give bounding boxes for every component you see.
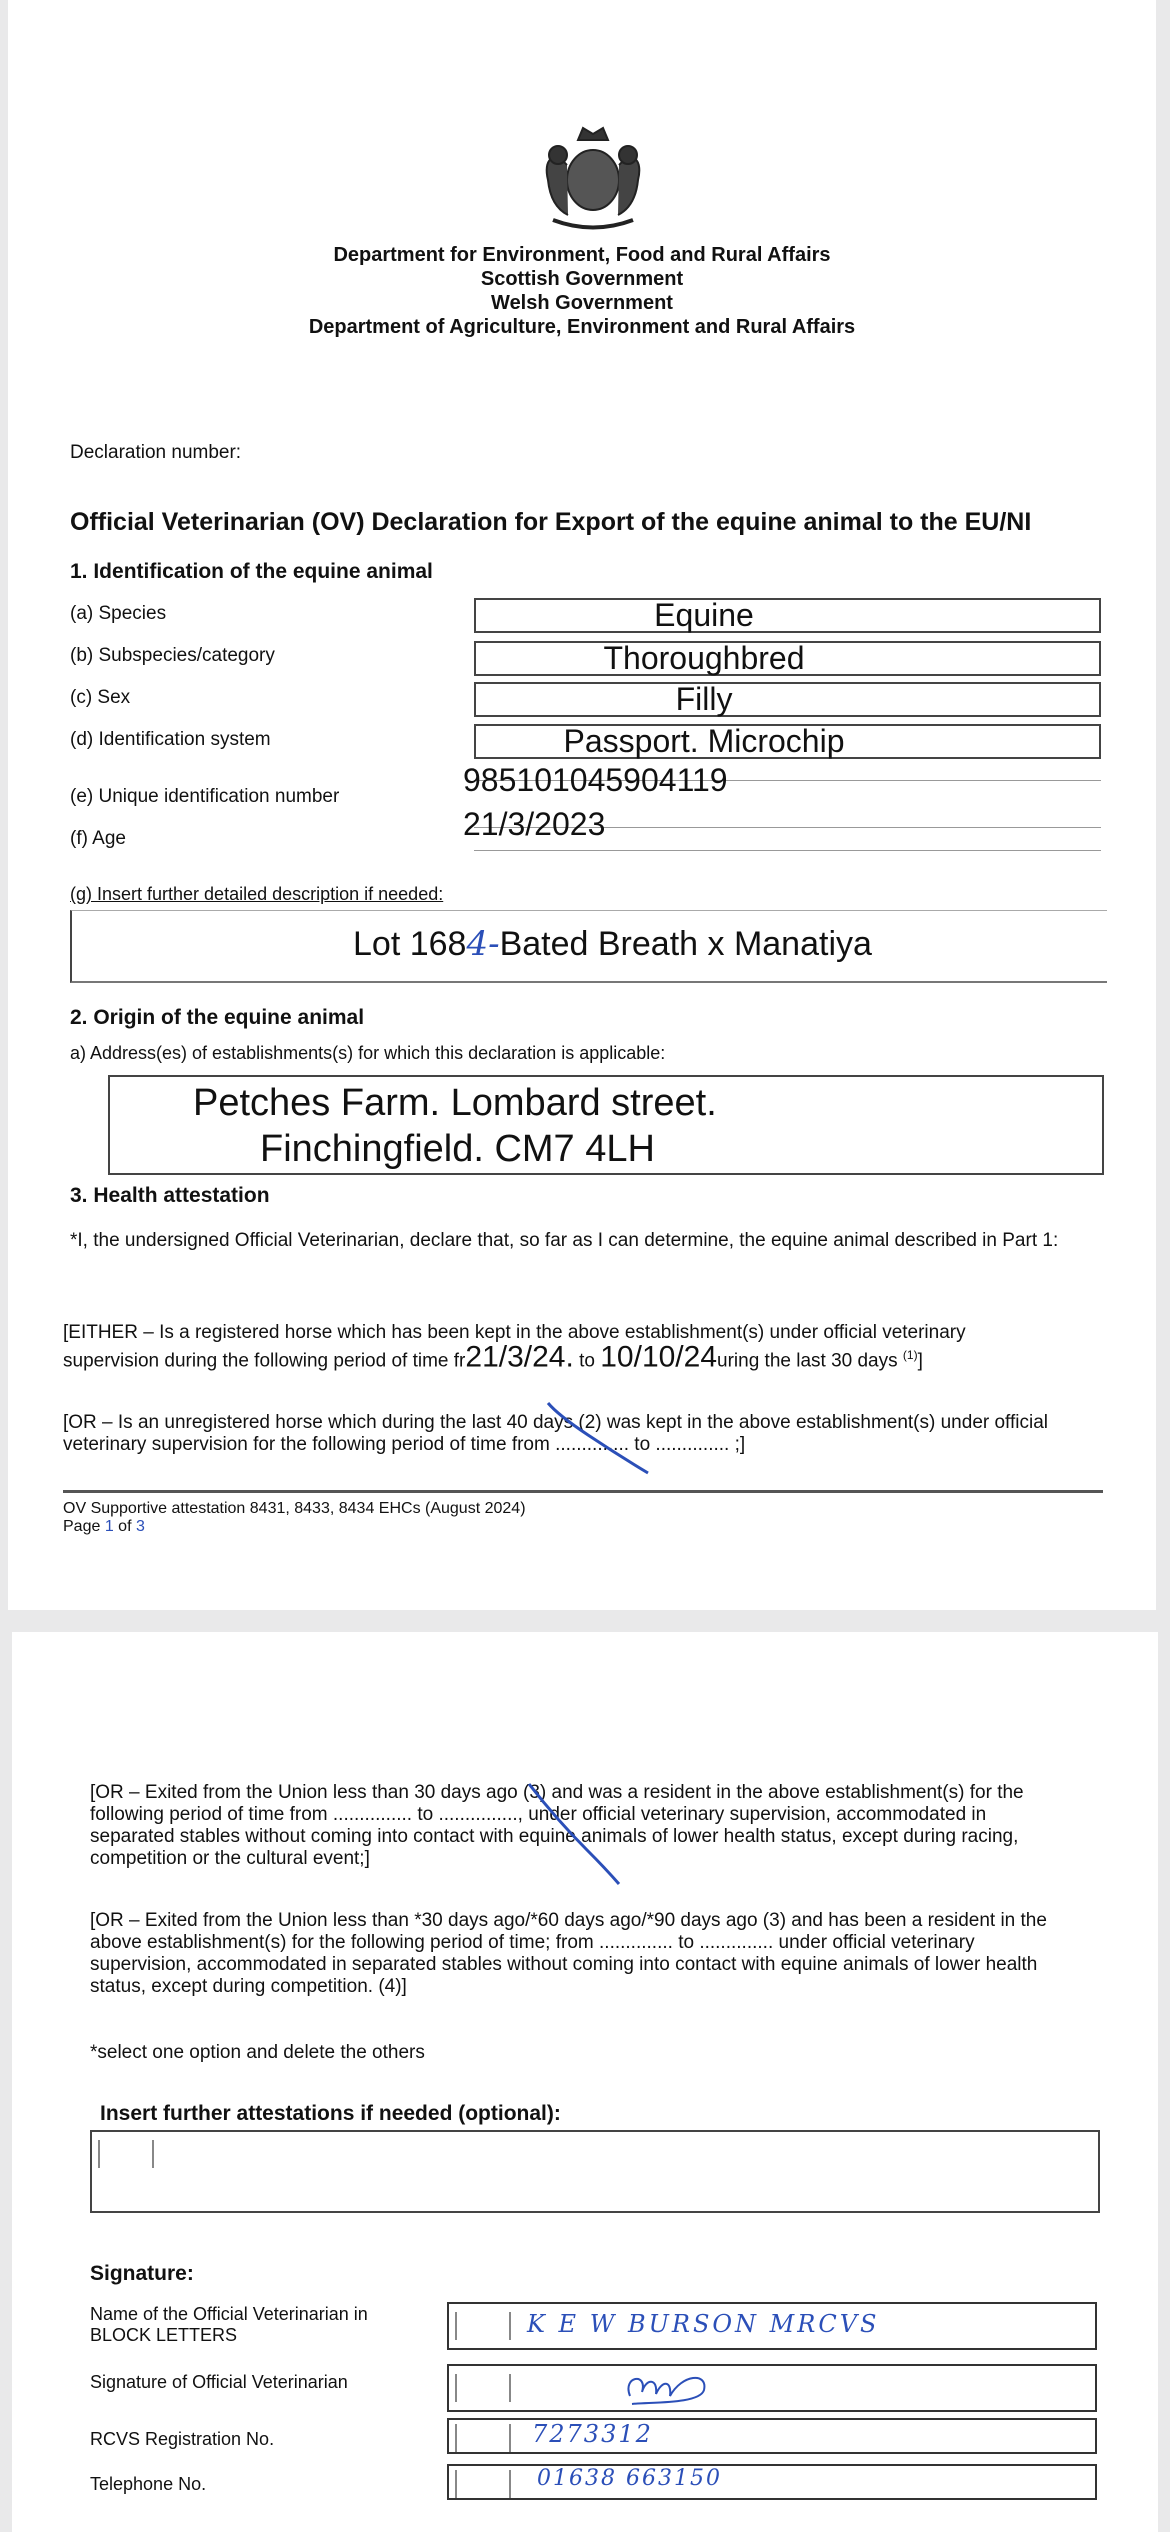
either-close-bracket: ] bbox=[917, 1350, 923, 1372]
lot-number-text: Lot 168 bbox=[353, 925, 467, 963]
sex-value: Filly bbox=[675, 681, 733, 717]
uin-label: (e) Unique identification number bbox=[70, 786, 340, 807]
species-value: Equine bbox=[654, 597, 754, 633]
section-2-sublabel: a) Address(es) of establishments(s) for which this declaration is applicable: bbox=[70, 1043, 666, 1063]
subspecies-label: (b) Subspecies/category bbox=[70, 645, 275, 666]
or-unregistered-line-2: veterinary supervision for the following period of time from .............. to .............. ;] bbox=[63, 1434, 746, 1455]
signature-heading: Signature: bbox=[90, 2262, 194, 2285]
sex-label: (c) Sex bbox=[70, 687, 131, 708]
either-period-text: supervision during the following period of time fr bbox=[63, 1350, 466, 1372]
address-line-2: Finchingfield. CM7 4LH bbox=[260, 1128, 655, 1170]
or-exited-30-60-90-days bbox=[90, 1910, 1120, 1998]
health-attestation-intro: *I, the undersigned Official Veterinarian, declare that, so far as I can determine, the equine animal described in Part 1: bbox=[70, 1230, 1059, 1251]
or-exited-30-line-3: separated stables without coming into contact with equine animals of lower health status, except during racing, bbox=[90, 1826, 1019, 1847]
or-exited-var-line-2: above establishment(s) for the following period of time; from .............. to .............. under official veterinary bbox=[90, 1932, 975, 1953]
or-exited-30-line-2: following period of time from ............... to ..............., under official veterinary supervision, accommodated in bbox=[90, 1804, 987, 1825]
pedigree-text: Bated Breath x Manatiya bbox=[499, 925, 872, 963]
either-to-text: to bbox=[573, 1350, 601, 1372]
section-2-heading: 2. Origin of the equine animal bbox=[70, 1006, 365, 1029]
ov-signature-drawing bbox=[612, 2366, 742, 2410]
or-exited-var-line-3: supervision, accommodated in separated stables without coming into contact with equine animals of lower health bbox=[90, 1954, 1038, 1975]
or-unregistered-line-1: [OR – Is an unregistered horse which during the last 40 days (2) was kept in the above establishment(s) under official bbox=[63, 1412, 1049, 1433]
further-attestations-box bbox=[90, 2130, 1100, 2213]
royal-coat-of-arms-icon bbox=[518, 120, 668, 240]
page-footer-rule bbox=[63, 1490, 1103, 1493]
strike-through-pen-mark-2 bbox=[517, 1780, 627, 1890]
or-exited-var-line-4: status, except during competition. (4)] bbox=[90, 1976, 407, 1997]
either-last-days-text: uring the last 30 days bbox=[717, 1350, 903, 1372]
ov-signature-box bbox=[447, 2364, 1097, 2412]
declaration-number-label: Declaration number: bbox=[70, 442, 242, 463]
header-line-1: Department for Environment, Food and Rural Affairs bbox=[333, 244, 831, 266]
either-option-line-2 bbox=[63, 1340, 923, 1374]
page-total: 3 bbox=[135, 1518, 145, 1535]
subspecies-value: Thoroughbred bbox=[603, 640, 805, 676]
or-exited-var-line-1: [OR – Exited from the Union less than *30 days ago/*60 days ago/*90 days ago (3) and has been a resident in the bbox=[90, 1910, 1047, 1931]
telephone-value: 01638 663150 bbox=[537, 2466, 722, 2491]
age-label: (f) Age bbox=[70, 828, 126, 849]
section-3-heading: 3. Health attestation bbox=[70, 1184, 270, 1207]
id-system-value: Passport. Microchip bbox=[563, 723, 845, 759]
uin-value: 985101045904119 bbox=[463, 762, 728, 798]
page-current: 1 bbox=[104, 1518, 114, 1535]
rcvs-number-value: 7273312 bbox=[532, 2420, 653, 2448]
either-footnote-ref: (1) bbox=[902, 1348, 918, 1362]
either-date-to: 10/10/24 bbox=[600, 1340, 718, 1374]
age-underline-2 bbox=[474, 850, 1101, 851]
page-prefix: Page bbox=[63, 1518, 105, 1535]
section-1-heading: 1. Identification of the equine animal bbox=[70, 560, 433, 583]
species-label: (a) Species bbox=[70, 603, 167, 624]
further-attestations-label: Insert further attestations if needed (optional): bbox=[100, 2102, 561, 2125]
ov-signature-label: Signature of Official Veterinarian bbox=[90, 2372, 348, 2392]
age-value: 21/3/2023 bbox=[463, 806, 606, 842]
id-system-label: (d) Identification system bbox=[70, 729, 271, 750]
declaration-page-1 bbox=[8, 0, 1156, 1610]
address-line-1: Petches Farm. Lombard street. bbox=[193, 1082, 717, 1124]
header-line-3: Welsh Government bbox=[491, 292, 673, 314]
telephone-label: Telephone No. bbox=[90, 2474, 207, 2494]
page-of: of bbox=[113, 1518, 136, 1535]
either-option-line-1: [EITHER – Is a registered horse which has been kept in the above establishment(s) under official veterinary bbox=[63, 1322, 966, 1343]
footer-reference: OV Supportive attestation 8431, 8433, 8434 EHCs (August 2024) bbox=[63, 1500, 526, 1517]
select-option-note: *select one option and delete the others bbox=[90, 2042, 425, 2063]
ov-name-label: Name of the Official Veterinarian in BLOCK LETTERS bbox=[90, 2304, 368, 2345]
further-description-value bbox=[353, 924, 872, 964]
declaration-page-2 bbox=[12, 1632, 1158, 2532]
strike-through-pen-mark bbox=[528, 1395, 668, 1480]
further-description-label: (g) Insert further detailed description if needed: bbox=[70, 884, 444, 904]
lot-number-handwritten: 4- bbox=[466, 924, 500, 964]
document-title: Official Veterinarian (OV) Declaration for Export of the equine animal to the EU/NI bbox=[70, 508, 1032, 536]
or-exited-30-line-1: [OR – Exited from the Union less than 30 days ago (3) and was a resident in the above establishment(s) for the bbox=[90, 1782, 1024, 1803]
ov-name-value: K E W BURSON MRCVS bbox=[527, 2310, 880, 2338]
rcvs-number-label: RCVS Registration No. bbox=[90, 2429, 275, 2449]
header-line-2: Scottish Government bbox=[480, 268, 684, 290]
or-exited-30-line-4: competition or the cultural event;] bbox=[90, 1848, 370, 1869]
header-line-4: Department of Agriculture, Environment and Rural Affairs bbox=[308, 316, 856, 338]
footer-page-number bbox=[63, 1518, 145, 1536]
either-date-from: 21/3/24. bbox=[465, 1340, 574, 1374]
